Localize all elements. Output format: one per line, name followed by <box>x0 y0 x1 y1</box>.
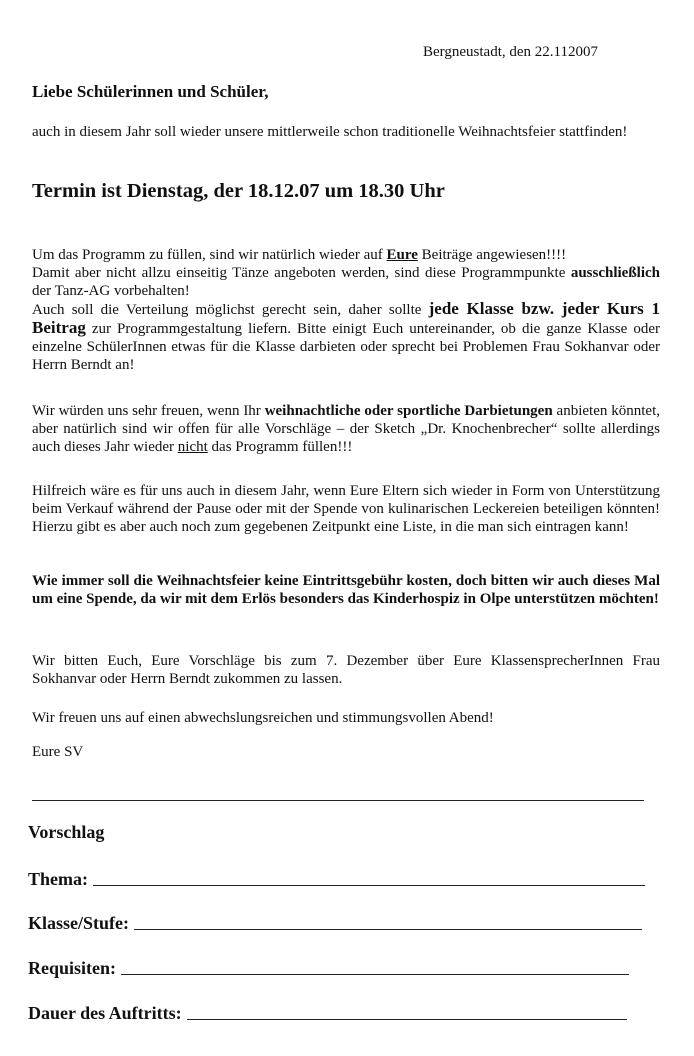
text-span: Damit aber nicht allzu einseitig Tänze angeboten werden, sind diese Programmpunkte <box>32 265 571 281</box>
text-span: Wir würden uns sehr freuen, wenn Ihr <box>32 403 265 419</box>
form-label-thema: Thema: <box>28 869 88 889</box>
form-heading: Vorschlag <box>28 822 105 842</box>
form-row-requisiten <box>28 955 629 979</box>
form-row-klasse <box>28 910 642 934</box>
program-sentence-1 <box>32 246 660 264</box>
dauer-field[interactable] <box>187 1019 627 1020</box>
emphasis-performances: weihnachtliche oder sportliche Darbietungen <box>264 403 553 419</box>
cut-line-divider <box>32 800 644 801</box>
parents-paragraph: Hilfreich wäre es für uns auch in diesem Jahr, wenn Eure Eltern sich wieder in Form von Unterstützung beim Verkauf während der Pause oder mit der Spende von kulinarischen Leckereien beteiligen könnten! Hierzu gibt es aber auch noch zum gegebenen Zeitpunkt eine Liste, in die man sich eintragen kann! <box>32 483 660 535</box>
thema-field[interactable] <box>93 885 645 886</box>
suggestions-paragraph <box>32 402 660 456</box>
emphasis-not: nicht <box>177 439 208 455</box>
text-span: Beiträge angewiesen!!!! <box>417 247 567 263</box>
closing-paragraph: Wir freuen uns auf einen abwechslungsreichen und stimmungsvollen Abend! <box>32 710 494 726</box>
requisiten-field[interactable] <box>121 974 629 975</box>
donation-paragraph: Wie immer soll die Weihnachtsfeier keine Eintrittsgebühr kosten, doch bitten wir auch dieses Mal um eine Spende, da wir mit dem Erlös besonders das Kinderhospiz in Olpe unterstützen möchten! <box>32 573 660 607</box>
event-date-heading: Termin ist Dienstag, der 18.12.07 um 18.30 Uhr <box>32 180 445 202</box>
letter-date: Bergneustadt, den 22.112007 <box>423 44 598 60</box>
intro-paragraph: auch in diesem Jahr soll wieder unsere mittlerweile schon traditionelle Weihnachtsfeier stattfinden! <box>32 124 628 140</box>
salutation: Liebe Schülerinnen und Schüler, <box>32 82 269 101</box>
text-span: anbieten könntet, aber natürlich sind wir offen für alle Vorschläge – der Sketch „Dr. Knochenbrecher“ sollte allerdings auch dieses Jahr wieder <box>32 403 660 455</box>
form-label-dauer: Dauer des Auftritts: <box>28 1003 182 1023</box>
program-sentence-2 <box>32 264 660 300</box>
text-span: der Tanz-AG vorbehalten! <box>32 283 190 299</box>
program-paragraph <box>32 246 660 374</box>
program-sentence-3 <box>32 300 660 374</box>
signature: Eure SV <box>32 744 84 760</box>
emphasis-exclusive: ausschließlich <box>570 265 660 281</box>
emphasis-eure: Eure <box>386 247 418 263</box>
text-span: das Programm füllen!!! <box>207 439 353 455</box>
text-span: zur Programmgestaltung liefern. Bitte einigt Euch untereinander, ob die ganze Klasse oder einzelne SchülerInnen etwas für die Klasse darbieten oder sprecht bei Problemen Frau Sokhanvar oder Herrn Berndt an! <box>32 321 660 373</box>
text-span: Auch soll die Verteilung möglichst gerecht sein, daher sollte <box>32 302 429 318</box>
deadline-paragraph: Wir bitten Euch, Eure Vorschläge bis zum 7. Dezember über Eure KlassensprecherInnen Frau Sokhanvar oder Herrn Berndt zukommen zu lassen. <box>32 653 660 687</box>
form-label-klasse: Klasse/Stufe: <box>28 913 129 933</box>
form-row-dauer <box>28 1000 627 1024</box>
klasse-field[interactable] <box>134 929 642 930</box>
emphasis-one-contribution: jede Klasse bzw. jeder Kurs 1 Beitrag <box>32 299 660 337</box>
form-row-thema <box>28 866 645 890</box>
text-span: Um das Programm zu füllen, sind wir natürlich wieder auf <box>32 247 387 263</box>
form-label-requisiten: Requisiten: <box>28 958 117 978</box>
